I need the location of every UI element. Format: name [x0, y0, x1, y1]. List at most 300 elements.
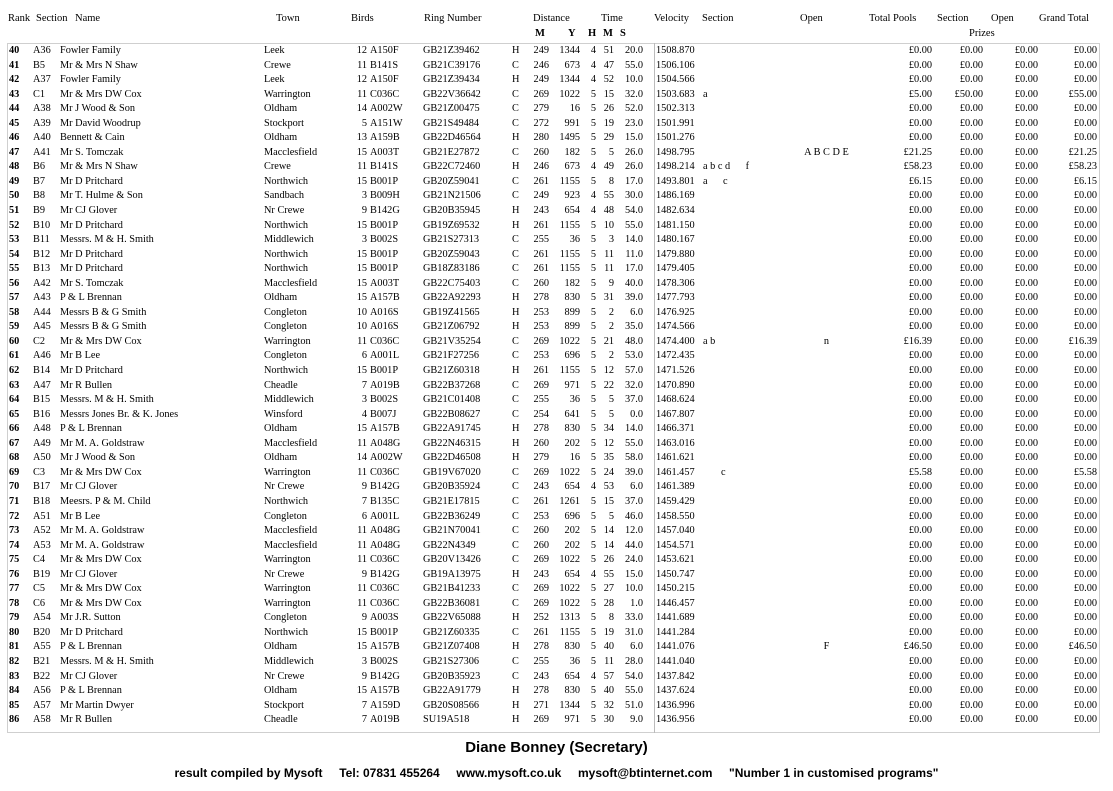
town-cell: Leek: [264, 45, 285, 56]
loft-type-cell: C: [512, 248, 519, 260]
ring-number-cell: GB21E27872: [423, 146, 480, 158]
distance-yards-cell: 202: [564, 437, 580, 449]
loft-type-cell: C: [512, 481, 519, 493]
time-hours-cell: 5: [590, 437, 596, 449]
grand-total-cell: £0.00: [1073, 292, 1097, 304]
open-prizes-cell: £0.00: [1014, 568, 1038, 580]
time-hours-cell: 5: [590, 379, 596, 391]
distance-yards-cell: 1344: [559, 45, 580, 56]
table-row: [0, 437, 1113, 452]
time-hours-cell: 4: [590, 74, 596, 86]
loft-type-cell: H: [512, 699, 520, 711]
table-row: [0, 393, 1113, 408]
town-cell: Warrington: [264, 466, 311, 478]
time-seconds-cell: 48.0: [624, 335, 643, 347]
rank-cell: 46: [9, 132, 20, 144]
birds-cell: 6: [361, 510, 367, 522]
distance-miles-cell: 260: [533, 525, 549, 537]
ring-number-cell: GB21Z60318: [423, 365, 480, 377]
rank-cell: 67: [9, 437, 20, 449]
total-pools-cell: £0.00: [908, 437, 932, 449]
ring-number-cell: SU19A518: [423, 714, 470, 726]
header-name: Name: [75, 13, 101, 24]
total-pools-cell: £0.00: [908, 74, 932, 86]
grand-total-cell: £0.00: [1073, 205, 1097, 217]
distance-miles-cell: 255: [533, 234, 549, 246]
ring-number-cell: GB22V65088: [423, 612, 481, 624]
rank-cell: 43: [9, 88, 20, 100]
ring-code-cell: A002W: [370, 452, 403, 464]
ring-number-cell: GB21S49484: [423, 117, 480, 129]
time-minutes-cell: 19: [603, 117, 614, 129]
loft-type-cell: H: [512, 292, 520, 304]
time-seconds-cell: 15.0: [624, 132, 643, 144]
total-pools-cell: £16.39: [903, 335, 932, 347]
table-row: [0, 539, 1113, 554]
section-cell: A46: [33, 350, 51, 362]
velocity-cell: 1470.890: [656, 379, 695, 391]
loft-type-cell: H: [512, 437, 520, 449]
time-hours-cell: 5: [590, 306, 596, 318]
town-cell: Warrington: [264, 583, 311, 595]
time-hours-cell: 5: [590, 510, 596, 522]
ring-code-cell: B142G: [370, 670, 400, 682]
table-row: [0, 364, 1113, 379]
total-pools-cell: £0.00: [908, 597, 932, 609]
time-hours-cell: 5: [590, 117, 596, 129]
time-minutes-cell: 5: [608, 408, 614, 420]
section-cell: A50: [33, 452, 51, 464]
distance-miles-cell: 279: [533, 103, 549, 115]
rank-cell: 53: [9, 234, 20, 246]
grand-total-cell: £21.25: [1068, 146, 1097, 158]
distance-yards-cell: 1344: [559, 699, 580, 711]
birds-cell: 11: [357, 161, 367, 173]
time-hours-cell: 5: [590, 103, 596, 115]
rank-cell: 57: [9, 292, 20, 304]
velocity-cell: 1477.793: [656, 292, 695, 304]
time-seconds-cell: 32.0: [624, 379, 643, 391]
distance-yards-cell: 202: [564, 539, 580, 551]
town-cell: Northwich: [264, 248, 309, 260]
distance-yards-cell: 899: [564, 306, 580, 318]
time-hours-cell: 5: [590, 655, 596, 667]
section-cell: B21: [33, 655, 51, 667]
time-seconds-cell: 14.0: [624, 234, 643, 246]
velocity-cell: 1441.284: [656, 626, 695, 638]
open-prizes-cell: £0.00: [1014, 292, 1038, 304]
open-prizes-cell: £0.00: [1014, 335, 1038, 347]
name-cell: Mr M. A. Goldstraw: [60, 539, 145, 551]
velocity-cell: 1508.870: [656, 45, 695, 56]
loft-type-cell: C: [512, 670, 519, 682]
section-prizes-cell: £0.00: [959, 175, 983, 187]
total-pools-cell: £0.00: [908, 612, 932, 624]
distance-miles-cell: 255: [533, 394, 549, 406]
distance-miles-cell: 261: [533, 365, 549, 377]
rank-cell: 69: [9, 466, 20, 478]
town-cell: Macclesfield: [264, 525, 318, 537]
town-cell: Cheadle: [264, 714, 298, 726]
time-hours-cell: 5: [590, 132, 596, 144]
grand-total-cell: £0.00: [1073, 117, 1097, 129]
distance-yards-cell: 1155: [559, 263, 580, 275]
distance-miles-cell: 246: [533, 161, 549, 173]
velocity-cell: 1459.429: [656, 495, 695, 507]
distance-miles-cell: 278: [533, 292, 549, 304]
name-cell: Mr T. Hulme & Son: [60, 190, 143, 202]
time-seconds-cell: 57.0: [624, 365, 643, 377]
section-cell: B16: [33, 408, 51, 420]
velocity-cell: 1463.016: [656, 437, 695, 449]
section-cell: B13: [33, 263, 51, 275]
name-cell: P & L Brennan: [60, 423, 122, 435]
total-pools-cell: £0.00: [908, 306, 932, 318]
loft-type-cell: C: [512, 263, 519, 275]
time-seconds-cell: 28.0: [624, 655, 643, 667]
section-prizes-cell: £0.00: [959, 495, 983, 507]
open-prizes-cell: £0.00: [1014, 612, 1038, 624]
table-row: [0, 349, 1113, 364]
total-pools-cell: £0.00: [908, 45, 932, 56]
ring-code-cell: A002W: [370, 103, 403, 115]
time-hours-cell: 5: [590, 350, 596, 362]
time-minutes-cell: 24: [603, 466, 614, 478]
total-pools-cell: £0.00: [908, 670, 932, 682]
loft-type-cell: C: [512, 335, 519, 347]
name-cell: Mr Martin Dwyer: [60, 699, 134, 711]
total-pools-cell: £0.00: [908, 568, 932, 580]
ring-code-cell: A157B: [370, 641, 400, 653]
rank-cell: 84: [9, 685, 20, 697]
section-prizes-cell: £0.00: [959, 408, 983, 420]
name-cell: Mr CJ Glover: [60, 205, 118, 217]
time-hours-cell: 5: [590, 641, 596, 653]
total-pools-cell: £0.00: [908, 292, 932, 304]
section-cell: A37: [33, 74, 51, 86]
open-prizes-cell: £0.00: [1014, 452, 1038, 464]
loft-type-cell: C: [512, 466, 519, 478]
section-prizes-cell: £0.00: [959, 350, 983, 362]
rank-cell: 59: [9, 321, 20, 333]
table-row: [0, 699, 1113, 714]
header-rank: Rank: [8, 13, 31, 24]
velocity-cell: 1437.624: [656, 685, 695, 697]
time-hours-cell: 4: [590, 59, 596, 71]
grand-total-cell: £0.00: [1073, 597, 1097, 609]
birds-cell: 15: [356, 263, 367, 275]
rank-cell: 42: [9, 74, 20, 86]
ring-code-cell: A003T: [370, 146, 400, 158]
grand-total-cell: £0.00: [1073, 525, 1097, 537]
time-seconds-cell: 54.0: [624, 670, 643, 682]
grand-total-cell: £0.00: [1073, 685, 1097, 697]
time-minutes-cell: 53: [603, 481, 614, 493]
time-seconds-cell: 10.0: [624, 74, 643, 86]
column-subheader-row: [0, 28, 1113, 41]
birds-cell: 14: [356, 103, 367, 115]
ring-code-cell: C036C: [370, 583, 400, 595]
time-seconds-cell: 26.0: [624, 146, 643, 158]
open-prizes-cell: £0.00: [1014, 263, 1038, 275]
rank-cell: 41: [9, 59, 20, 71]
name-cell: Bennett & Cain: [60, 132, 125, 144]
grand-total-cell: £0.00: [1073, 59, 1097, 71]
loft-type-cell: C: [512, 597, 519, 609]
name-cell: Messrs. M & H. Smith: [60, 655, 154, 667]
birds-cell: 11: [357, 437, 367, 449]
open-prizes-cell: £0.00: [1014, 670, 1038, 682]
name-cell: Messrs. M & H. Smith: [60, 234, 154, 246]
ring-code-cell: B142G: [370, 481, 400, 493]
rank-cell: 72: [9, 510, 20, 522]
section-prizes-cell: £0.00: [959, 321, 983, 333]
total-pools-cell: £46.50: [903, 641, 932, 653]
time-seconds-cell: 44.0: [624, 539, 643, 551]
open-prizes-cell: £0.00: [1014, 59, 1038, 71]
grand-total-cell: £0.00: [1073, 45, 1097, 56]
velocity-cell: 1498.214: [656, 161, 695, 173]
distance-yards-cell: 899: [564, 321, 580, 333]
header-prizes: Prizes: [969, 28, 995, 39]
table-row: [0, 248, 1113, 263]
birds-cell: 12: [356, 45, 367, 56]
time-hours-cell: 5: [590, 146, 596, 158]
rank-cell: 56: [9, 277, 20, 289]
rank-cell: 65: [9, 408, 20, 420]
velocity-cell: 1441.689: [656, 612, 695, 624]
ring-number-cell: GB21Z39434: [423, 74, 480, 86]
distance-miles-cell: 269: [533, 88, 549, 100]
section-prizes-cell: £0.00: [959, 685, 983, 697]
birds-cell: 15: [356, 292, 367, 304]
distance-miles-cell: 249: [533, 74, 549, 86]
section-pools-cell: a c: [703, 175, 728, 187]
footer-credits: result compiled by Mysoft Tel: 07831 455264 www.mysoft.co.uk mysoft@btinternet.com "Number 1 in customised programs": [174, 766, 939, 780]
section-prizes-cell: £0.00: [959, 626, 983, 638]
time-minutes-cell: 5: [608, 146, 614, 158]
section-prizes-cell: £0.00: [959, 263, 983, 275]
grand-total-cell: £0.00: [1073, 626, 1097, 638]
distance-miles-cell: 260: [533, 539, 549, 551]
velocity-cell: 1480.167: [656, 234, 695, 246]
birds-cell: 9: [361, 205, 367, 217]
section-prizes-cell: £0.00: [959, 306, 983, 318]
ring-number-cell: GB22N4349: [423, 539, 476, 551]
grand-total-cell: £0.00: [1073, 263, 1097, 275]
time-hours-cell: 5: [590, 408, 596, 420]
distance-yards-cell: 36: [569, 234, 580, 246]
section-cell: C2: [33, 335, 46, 347]
town-cell: Congleton: [264, 321, 307, 333]
town-cell: Oldham: [264, 423, 298, 435]
loft-type-cell: C: [512, 103, 519, 115]
distance-miles-cell: 269: [533, 554, 549, 566]
rank-cell: 66: [9, 423, 20, 435]
section-cell: A41: [33, 146, 51, 158]
rank-cell: 49: [9, 175, 20, 187]
table-row: [0, 335, 1113, 350]
name-cell: Messrs B & G Smith: [60, 321, 147, 333]
section-cell: B11: [33, 234, 50, 246]
ring-code-cell: A019B: [370, 379, 400, 391]
loft-type-cell: C: [512, 626, 519, 638]
rank-cell: 82: [9, 655, 20, 667]
time-minutes-cell: 55: [603, 190, 614, 202]
ring-code-cell: C036C: [370, 335, 400, 347]
velocity-cell: 1450.215: [656, 583, 695, 595]
time-hours-cell: 5: [590, 219, 596, 231]
birds-cell: 11: [357, 554, 367, 566]
time-minutes-cell: 40: [603, 685, 614, 697]
name-cell: Mr R Bullen: [60, 714, 113, 726]
velocity-cell: 1466.371: [656, 423, 695, 435]
time-hours-cell: 4: [590, 45, 596, 56]
open-prizes-cell: £0.00: [1014, 408, 1038, 420]
town-cell: Nr Crewe: [264, 481, 305, 493]
loft-type-cell: C: [512, 394, 519, 406]
section-prizes-cell: £0.00: [959, 714, 983, 726]
section-prizes-cell: £0.00: [959, 219, 983, 231]
table-row: [0, 626, 1113, 641]
ring-code-cell: B142G: [370, 568, 400, 580]
birds-cell: 9: [361, 670, 367, 682]
distance-miles-cell: 261: [533, 495, 549, 507]
name-cell: Mr D Pritchard: [60, 248, 123, 260]
town-cell: Macclesfield: [264, 539, 318, 551]
velocity-cell: 1476.925: [656, 306, 695, 318]
ring-number-cell: GB20B35923: [423, 670, 481, 682]
section-cell: C3: [33, 466, 46, 478]
header-section: Section: [36, 13, 68, 24]
time-hours-cell: 4: [590, 670, 596, 682]
time-minutes-cell: 29: [603, 132, 614, 144]
open-prizes-cell: £0.00: [1014, 495, 1038, 507]
time-minutes-cell: 5: [608, 510, 614, 522]
section-prizes-cell: £0.00: [959, 146, 983, 158]
ring-number-cell: GB22B08627: [423, 408, 481, 420]
time-minutes-cell: 35: [603, 452, 614, 464]
distance-yards-cell: 182: [564, 277, 580, 289]
section-pools-cell: a b: [703, 335, 716, 347]
grand-total-cell: £0.00: [1073, 190, 1097, 202]
velocity-cell: 1472.435: [656, 350, 695, 362]
time-minutes-cell: 9: [608, 277, 614, 289]
table-row: [0, 640, 1113, 655]
name-cell: Mr J.R. Sutton: [60, 612, 121, 624]
distance-yards-cell: 1155: [559, 175, 580, 187]
name-cell: Mr J Wood & Son: [60, 452, 136, 464]
section-prizes-cell: £0.00: [959, 423, 983, 435]
ring-number-cell: GB22B37268: [423, 379, 481, 391]
distance-miles-cell: 253: [533, 510, 549, 522]
time-seconds-cell: 31.0: [624, 626, 643, 638]
distance-yards-cell: 923: [564, 190, 580, 202]
grand-total-cell: £0.00: [1073, 132, 1097, 144]
ring-number-cell: GB22C75403: [423, 277, 481, 289]
time-hours-cell: 5: [590, 321, 596, 333]
time-minutes-cell: 34: [603, 423, 614, 435]
section-prizes-cell: £0.00: [959, 117, 983, 129]
header-time-minutes: M: [603, 28, 613, 39]
loft-type-cell: C: [512, 350, 519, 362]
time-minutes-cell: 12: [603, 437, 614, 449]
section-prizes-cell: £0.00: [959, 452, 983, 464]
velocity-cell: 1501.276: [656, 132, 695, 144]
table-row: [0, 451, 1113, 466]
rank-cell: 86: [9, 714, 20, 726]
grand-total-cell: £0.00: [1073, 365, 1097, 377]
name-cell: Mr & Mrs DW Cox: [60, 466, 142, 478]
section-cell: A39: [33, 117, 51, 129]
header-time-hours: H: [588, 28, 597, 39]
ring-number-cell: GB21Z60335: [423, 626, 480, 638]
distance-yards-cell: 696: [564, 350, 580, 362]
total-pools-cell: £0.00: [908, 277, 932, 289]
distance-yards-cell: 182: [564, 146, 580, 158]
ring-number-cell: GB20S08566: [423, 699, 480, 711]
table-row: [0, 684, 1113, 699]
total-pools-cell: £0.00: [908, 117, 932, 129]
section-pools-cell: c: [703, 466, 726, 478]
distance-yards-cell: 641: [564, 408, 580, 420]
ring-number-cell: GB19Z41565: [423, 306, 480, 318]
name-cell: Mr M. A. Goldstraw: [60, 437, 145, 449]
open-prizes-cell: £0.00: [1014, 175, 1038, 187]
distance-miles-cell: 269: [533, 597, 549, 609]
grand-total-cell: £0.00: [1073, 568, 1097, 580]
name-cell: Mr & Mrs DW Cox: [60, 88, 142, 100]
velocity-cell: 1502.313: [656, 103, 695, 115]
grand-total-cell: £0.00: [1073, 379, 1097, 391]
open-prizes-cell: £0.00: [1014, 146, 1038, 158]
distance-yards-cell: 1155: [559, 248, 580, 260]
total-pools-cell: £0.00: [908, 205, 932, 217]
time-minutes-cell: 2: [608, 350, 614, 362]
velocity-cell: 1454.571: [656, 539, 695, 551]
time-hours-cell: 5: [590, 175, 596, 187]
time-hours-cell: 5: [590, 714, 596, 726]
ring-number-cell: GB21S27306: [423, 655, 480, 667]
velocity-cell: 1471.526: [656, 365, 695, 377]
town-cell: Warrington: [264, 88, 311, 100]
time-seconds-cell: 52.0: [624, 103, 643, 115]
time-seconds-cell: 33.0: [624, 612, 643, 624]
time-hours-cell: 5: [590, 685, 596, 697]
time-hours-cell: 5: [590, 466, 596, 478]
open-prizes-cell: £0.00: [1014, 45, 1038, 56]
table-row: [0, 495, 1113, 510]
loft-type-cell: H: [512, 714, 520, 726]
time-hours-cell: 5: [590, 365, 596, 377]
time-minutes-cell: 26: [603, 554, 614, 566]
rank-cell: 54: [9, 248, 20, 260]
time-seconds-cell: 1.0: [630, 597, 643, 609]
town-cell: Nr Crewe: [264, 568, 305, 580]
open-prizes-cell: £0.00: [1014, 350, 1038, 362]
total-pools-cell: £0.00: [908, 350, 932, 362]
open-prizes-cell: £0.00: [1014, 248, 1038, 260]
loft-type-cell: H: [512, 306, 520, 318]
distance-miles-cell: 280: [533, 132, 549, 144]
rank-cell: 75: [9, 554, 20, 566]
loft-type-cell: H: [512, 685, 520, 697]
town-cell: Oldham: [264, 292, 298, 304]
velocity-cell: 1478.306: [656, 277, 695, 289]
total-pools-cell: £0.00: [908, 263, 932, 275]
section-prizes-cell: £0.00: [959, 612, 983, 624]
header-town: Town: [276, 13, 300, 24]
